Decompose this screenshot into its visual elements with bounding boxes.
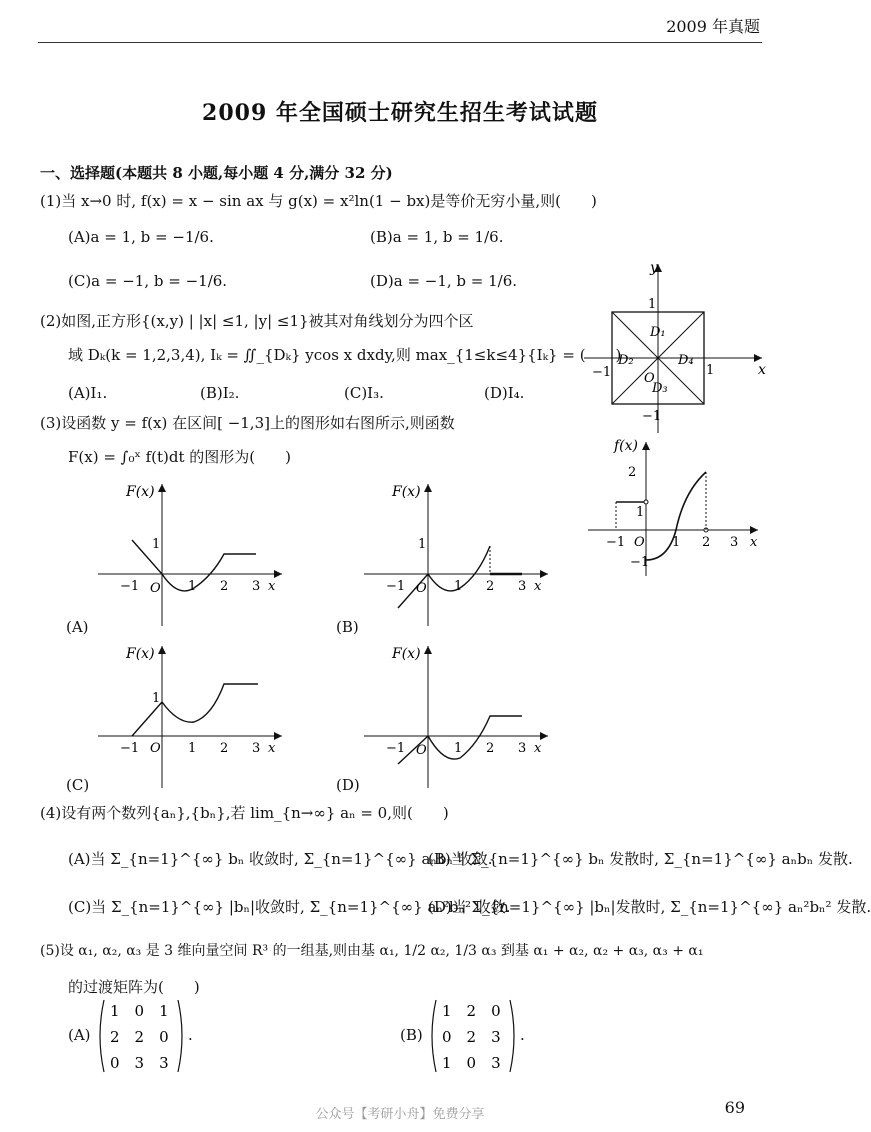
graph-b-xtick-3: 3: [518, 579, 527, 594]
graph-b-xtick-2: 2: [486, 579, 495, 594]
graph-c-xtick-1: 1: [188, 741, 197, 756]
diagram-tick-ym1: −1: [642, 409, 662, 424]
footer-watermark: 公众号【考研小舟】免费分享: [315, 1107, 485, 1122]
fx-graph: [584, 436, 764, 578]
q1-option-d: (D)a = −1, b = 1/6.: [370, 272, 518, 290]
graph-b-xtick-1: 1: [454, 579, 463, 594]
graph-c-label: (C): [66, 776, 90, 794]
fx-tick-2: 2: [628, 465, 637, 480]
matrix-b-row-1: 1 2 0: [442, 1002, 501, 1020]
graph-d-xtick-1: 1: [454, 741, 463, 756]
fx-tick-1: 1: [636, 505, 645, 520]
matrix-b-row-3: 1 0 3: [442, 1054, 501, 1072]
diagram-d1: D₁: [650, 325, 666, 340]
fx-x-label: x: [750, 535, 758, 550]
q5-stem-line2: 的过渡矩阵为( ): [68, 978, 200, 996]
q4-option-c: (C)当 Σ_{n=1}^{∞} |bₙ|收敛时, Σ_{n=1}^{∞} aₙ²bₙ² 收敛.: [68, 898, 511, 916]
graph-option-b: [362, 478, 552, 628]
graph-d-xtick-m1: −1: [386, 741, 406, 756]
page-number: 69: [724, 1098, 745, 1117]
fx-origin: O: [634, 535, 645, 550]
q1-option-c: (C)a = −1, b = −1/6.: [68, 272, 228, 290]
graph-c-xtick-m1: −1: [120, 741, 140, 756]
q4-option-b: (B)当 Σ_{n=1}^{∞} bₙ 发散时, Σ_{n=1}^{∞} aₙbₙ 发散.: [428, 850, 853, 868]
fx-axis-label: f(x): [614, 438, 639, 454]
q4-option-d: (D)当 Σ_{n=1}^{∞} |bₙ|发散时, Σ_{n=1}^{∞} aₙ²bₙ² 发散.: [428, 898, 871, 916]
graph-d-x-label: x: [534, 741, 542, 756]
graph-b-x-label: x: [534, 579, 542, 594]
matrix-b-row-2: 0 2 3: [442, 1028, 501, 1046]
q2-option-c: (C)I₃.: [344, 384, 384, 402]
graph-a-xtick-2: 2: [220, 579, 229, 594]
q1-option-b: (B)a = 1, b = 1/6.: [370, 228, 504, 246]
q5-stem-line1: (5)设 α₁, α₂, α₃ 是 3 维向量空间 R³ 的一组基,则由基 α₁, 1/2 α₂, 1/3 α₃ 到基 α₁ + α₂, α₂ + α₃, α₃ + α₁: [40, 943, 704, 959]
fx-tick-m1: −1: [630, 555, 650, 570]
q2-stem-line1: (2)如图,正方形{(x,y) | |x| ≤1, |y| ≤1}被其对角线划分为四个区: [40, 312, 474, 330]
graph-b-origin: O: [416, 581, 427, 596]
graph-d-xtick-2: 2: [486, 741, 495, 756]
section-heading: 一、选择题(本题共 8 小题,每小题 4 分,满分 32 分): [40, 164, 393, 182]
graph-d-axis-label: F(x): [392, 646, 421, 662]
q3-stem-line1: (3)设函数 y = f(x) 在区间[ −1,3]上的图形如右图所示,则函数: [40, 414, 455, 432]
graph-b-xtick-m1: −1: [386, 579, 406, 594]
q2-option-d: (D)I₄.: [484, 384, 525, 402]
page-title: 2009 年全国硕士研究生招生考试试题: [202, 100, 598, 126]
q2-option-b: (B)I₂.: [200, 384, 240, 402]
q5-option-b-label: (B): [400, 1026, 423, 1044]
graph-a-xtick-m1: −1: [120, 579, 140, 594]
graph-a-tick-1: 1: [152, 537, 161, 552]
fx-xtick-2: 2: [702, 535, 711, 550]
graph-a-x-label: x: [268, 579, 276, 594]
graph-c-axis-label: F(x): [126, 646, 155, 662]
graph-option-c: [96, 640, 286, 790]
fx-xtick-1: 1: [672, 535, 681, 550]
diagram-origin: O: [644, 371, 655, 386]
graph-d-origin: O: [416, 743, 427, 758]
matrix-a-row-2: 2 2 0: [110, 1028, 169, 1046]
graph-option-a: [96, 478, 286, 628]
q2-stem-line2: 域 Dₖ(k = 1,2,3,4), Iₖ = ∬_{Dₖ} ycos x dxdy,则 max_{1≤k≤4}{Iₖ} = ( ): [68, 346, 622, 364]
matrix-a-row-3: 0 3 3: [110, 1054, 169, 1072]
graph-d-xtick-3: 3: [518, 741, 527, 756]
matrix-a-period: .: [188, 1026, 193, 1044]
graph-a-xtick-1: 1: [188, 579, 197, 594]
graph-d-label: (D): [336, 776, 360, 794]
q5-matrix-b: [428, 998, 524, 1074]
graph-c-tick-1: 1: [152, 691, 161, 706]
q5-matrix-a: [96, 998, 192, 1074]
graph-c-xtick-2: 2: [220, 741, 229, 756]
matrix-b-period: .: [520, 1026, 525, 1044]
diagram-d4: D₄: [678, 353, 694, 368]
square-region-diagram: [582, 258, 768, 434]
graph-c-origin: O: [150, 741, 161, 756]
graph-c-xtick-3: 3: [252, 741, 261, 756]
diagram-y-label: y: [650, 260, 658, 276]
graph-option-d: [362, 640, 552, 790]
diagram-tick-x1: 1: [706, 363, 715, 378]
graph-c-x-label: x: [268, 741, 276, 756]
q1-stem: (1)当 x→0 时, f(x) = x − sin ax 与 g(x) = x²ln(1 − bx)是等价无穷小量,则( ): [40, 192, 597, 210]
running-header: 2009 年真题: [666, 17, 760, 36]
graph-b-axis-label: F(x): [392, 484, 421, 500]
q5-option-a-label: (A): [68, 1026, 91, 1044]
q2-option-a: (A)I₁.: [68, 384, 108, 402]
q4-option-a: (A)当 Σ_{n=1}^{∞} bₙ 收敛时, Σ_{n=1}^{∞} aₙbₙ 收敛.: [68, 850, 493, 868]
graph-a-label: (A): [66, 618, 89, 636]
diagram-x-label: x: [758, 362, 766, 378]
diagram-tick-1: 1: [648, 297, 657, 312]
diagram-d3: D₃: [652, 381, 668, 396]
q1-option-a: (A)a = 1, b = −1/6.: [68, 228, 214, 246]
header-rule: [38, 42, 762, 43]
matrix-a-row-1: 1 0 1: [110, 1002, 169, 1020]
diagram-d2: D₂: [618, 353, 634, 368]
graph-b-label: (B): [336, 618, 359, 636]
fx-xtick-m1: −1: [606, 535, 626, 550]
q3-stem-line2: F(x) = ∫₀ˣ f(t)dt 的图形为( ): [68, 448, 292, 466]
graph-a-xtick-3: 3: [252, 579, 261, 594]
graph-a-axis-label: F(x): [126, 484, 155, 500]
diagram-tick-xm1: −1: [592, 365, 612, 380]
q4-stem: (4)设有两个数列{aₙ},{bₙ},若 lim_{n→∞} aₙ = 0,则( ): [40, 804, 449, 822]
graph-b-tick-1: 1: [418, 537, 427, 552]
graph-a-origin: O: [150, 581, 161, 596]
fx-xtick-3: 3: [730, 535, 739, 550]
